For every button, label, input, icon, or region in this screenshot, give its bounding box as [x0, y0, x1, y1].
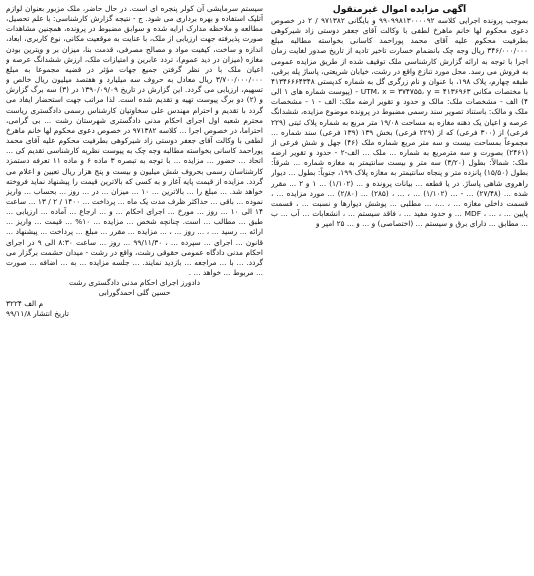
- left-column: [6, 4, 263, 572]
- signature-title: دادورز اجرای احکام مدنی دادگستری رشت: [68, 278, 201, 288]
- publish-date: تاریخ انتشار ۹۹/۱۱/۸: [6, 308, 69, 318]
- right-column: [271, 4, 528, 572]
- left-column-text: سیستم سرمایشی آن کولر پنجره ای است. در حال حاضر، ملک مزبور بعنوان لوازم آتلیک استفاده و بهره برداری می شود. ج - نتیجه گزارش کارشناسی: با علم تحصیل، مطالعه و ملاحظه مدارک ارایه شده و سوابق مضبوط در پرونده، همچنین مشاهدات صورت پذیرفته جهت ارزیابی از ملک، با عنایت به موقعیت مکانی، نوع کاربری، ابعاد، اندازه و ساخت، کیفیت مواد و مصالح مصرفی، قدمت بنا، میزان بر و ویترین بودن مغازه (میزان در دید عموم)، تردد عابرین و امتیازات ملک، ارزش ششدانگ عرصه و اعیان ملک با در نظر گرفتن جمیع جهات مؤثر در قضیه مجموعا به مبلغ ۳/۷۰۰/۰۰۰/۰۰۰ ریال معادل به حروف سه میلیارد و هفتصد میلیون ریال خالص و تسهیم، ارزیابی می گردد. این گزارش در تاریخ ۱۳۹۰/۰۹/۰۹ در (۳) سه برگ گزارش و (۲) دو برگ پیوست تهیه و تقدیم شده است. لذا مراتب جهت استحضار ایفاد می گردد با تقدیم و احترام مهندس علی سخاوتیان کارشناس رسمی دادگستری ریاست محترم شعبه اول اجرای احکام مدنی دادگستری شهرستان رشت ... بی گرامی، احتراما، در خصوص اجرا ... کلاسه ۹۷۱۳۸۲ در خصوص دعوی محکوم لها خانم ماهرخ لطفی با وکالت آقای جعفر دوستی زاد شیرکوهی بطرفیت محکوم علیه آقای محمد پوراحمد کاسانی بخواسته مطالبه وجه چک به پیوست نظریه کارشناسی تقدیم کی ... اتحاد ... حضور ... مزایده ... با توجه به تبصره ۳ ماده ۶ و ماده ۱۱ تعرفه دستمزد کارشناسان رسمی بحروف شش میلیون و بیست و پنج هزار ریال تعیین و اعلام می گردد. مزایده از قیمت پایه آغاز و به کسی که بالاترین قیمت را پیشنهاد نماید فروخته خواهد شد. ... مبلغ را ... بالاترین ... ۱۰ ... میزان ... در ... روز ... بحساب ... واریز نموده ... باقی ... حداکثر ظرف مدت یک ماه ... پرداخت ... ۱۴۰۰ / ۲ / ۱۳ ... ساعت ۱۴ الی ۱۰ ... روز ... مورخ ... اجرای احکام ... و ... ارجاع ... آماده ... ارزیابی ... طبق ... مطالب ... است. چنانچه شخص ... مزایده ... ۱۰% ... قیمت ... واریز ... ارائه ... رسید ... ، ... روز ... ، ... مزایده ... مقرر ... مبلغ ... پرداخت ... پیشنهاد ... قانون ... اجرای ... سپرده ... ، ۹۹/۱۱/۳۰ ... روز ... ساعت ۸:۳۰ الی ۹ در اجرای احکام مدنی دادگاه عمومی حقوقی رشت، واقع در رشت - میدان حشمت برگزار می گردد. ... با ... مراجعه ... بازدید نمایند. ... جلسه مزایده ... به ... اضافه ... صورت ... مربوط ... خواهد ... .: [6, 4, 263, 278]
- reference-number: م الف ۳۲۲۴: [6, 298, 44, 308]
- signature-name: حسین گلی احمدگورابی: [98, 288, 171, 298]
- notice-columns: [6, 4, 528, 572]
- notice-title: آگهی مزایده اموال غیرمنقول: [332, 4, 467, 15]
- right-column-text: بموجب پرونده اجرایی کلاسه ۹۹۰۹۹۸۱۳۰۰۰۰۹۲ و بایگانی ۹۷۱۳۸۲ / ۲ در خصوص دعوی محکوم لها خانم ماهرخ لطفی با وکالت آقای جعفر دوستی زاد شیرکوهی بطرفیت محکوم علیه آقای محمد پوراحمد کاسانی بخواسته مطالبه مبلغ ۳۴۶/۰۰۰/۰۰۰ ریال وجه چک بانضمام خسارت تاخیر تادیه از تاریخ صدور لغایت زمان اجرا با توجه به ارائه گزارش کارشناسی ملک توقیف شده از طریق مزایده عمومی به فروش می رسد. محل مورد تنازع واقع در رشت، خیابان شریعتی، پاساژ پله برقی، طبقه چهارم، پلاک ۱۹۸، با عنوان و نام زرگری گل به شماره کدپستی ۴۱۳۴۶۶۶۴۳۴۸ با مختصات مکانی UTM، x = ۳۷۴۷۵۵، y = ۴۱۳۶۹۶۳ - (پیوست شماره های ۱ الی ۴) الف - مشخصات ملک: مالک و حدود و تقویر ارضه ملک: الف - ۱ - مشخصات ملک و مالک: باستناد تصویر سند رسمی مضبوط در پرونده موضوع مزایده، ششدانگ عرصه و اعیان یک دهنه مغازه به مساحت ۱۹/۰۸ متر مربع به شماره پلاک ثبتی (۲۲۹ فرعی) از (۳۰۰ فرعی) که از (۲۲۹ فرعی) بخش ۱۳۹ (۱۳۹ فرعی) سند شماره ... مجموعاً بمساحت بیست و سه متر مربع شماره ملک (۴۶) جهل و شش فرعی از (۲۴۶۱) بصورت و سه مترمربع به شماره ... ملک ... الف-۲ - حدود و تقویر ارضه ملک: شمالاً: بطول (۳/۲۰) سه متر و بیست سانتیمتر به مغازه شماره ... شرقاً: بطول (۱۵/۵۰) پانزده متر و پنجاه سانتیمتر به مغازه پلاک ۱۹۹، جنوباً: بطول ... دیوار راهروی شاهی پاساژ. در یا قطعه ... بیانات پرونده و ... (۱/۱۰۲) ... ۱ و ۲ ... مقرر شده ... (۲۷/۴۸) ... - ... (۱/۱۰۲) ... ، ... ، (۲۸۵) ... (۲/۸۰) ... مورد مزایده ... ، قسمت داخلی مغازه ... ، ...، ... مطلبی ... پوشش دیوارها و نسبت ... ، قسمت پایین ... ، ... ، MDF ... و حدود مفید ... ، فاقد سیستم ... ، انشعابات ... آب ... ب ... مطابق ... دارای برق و سیستم ... (اختصاصی) و ... و ... ۲۵ امپر و: [271, 16, 528, 229]
